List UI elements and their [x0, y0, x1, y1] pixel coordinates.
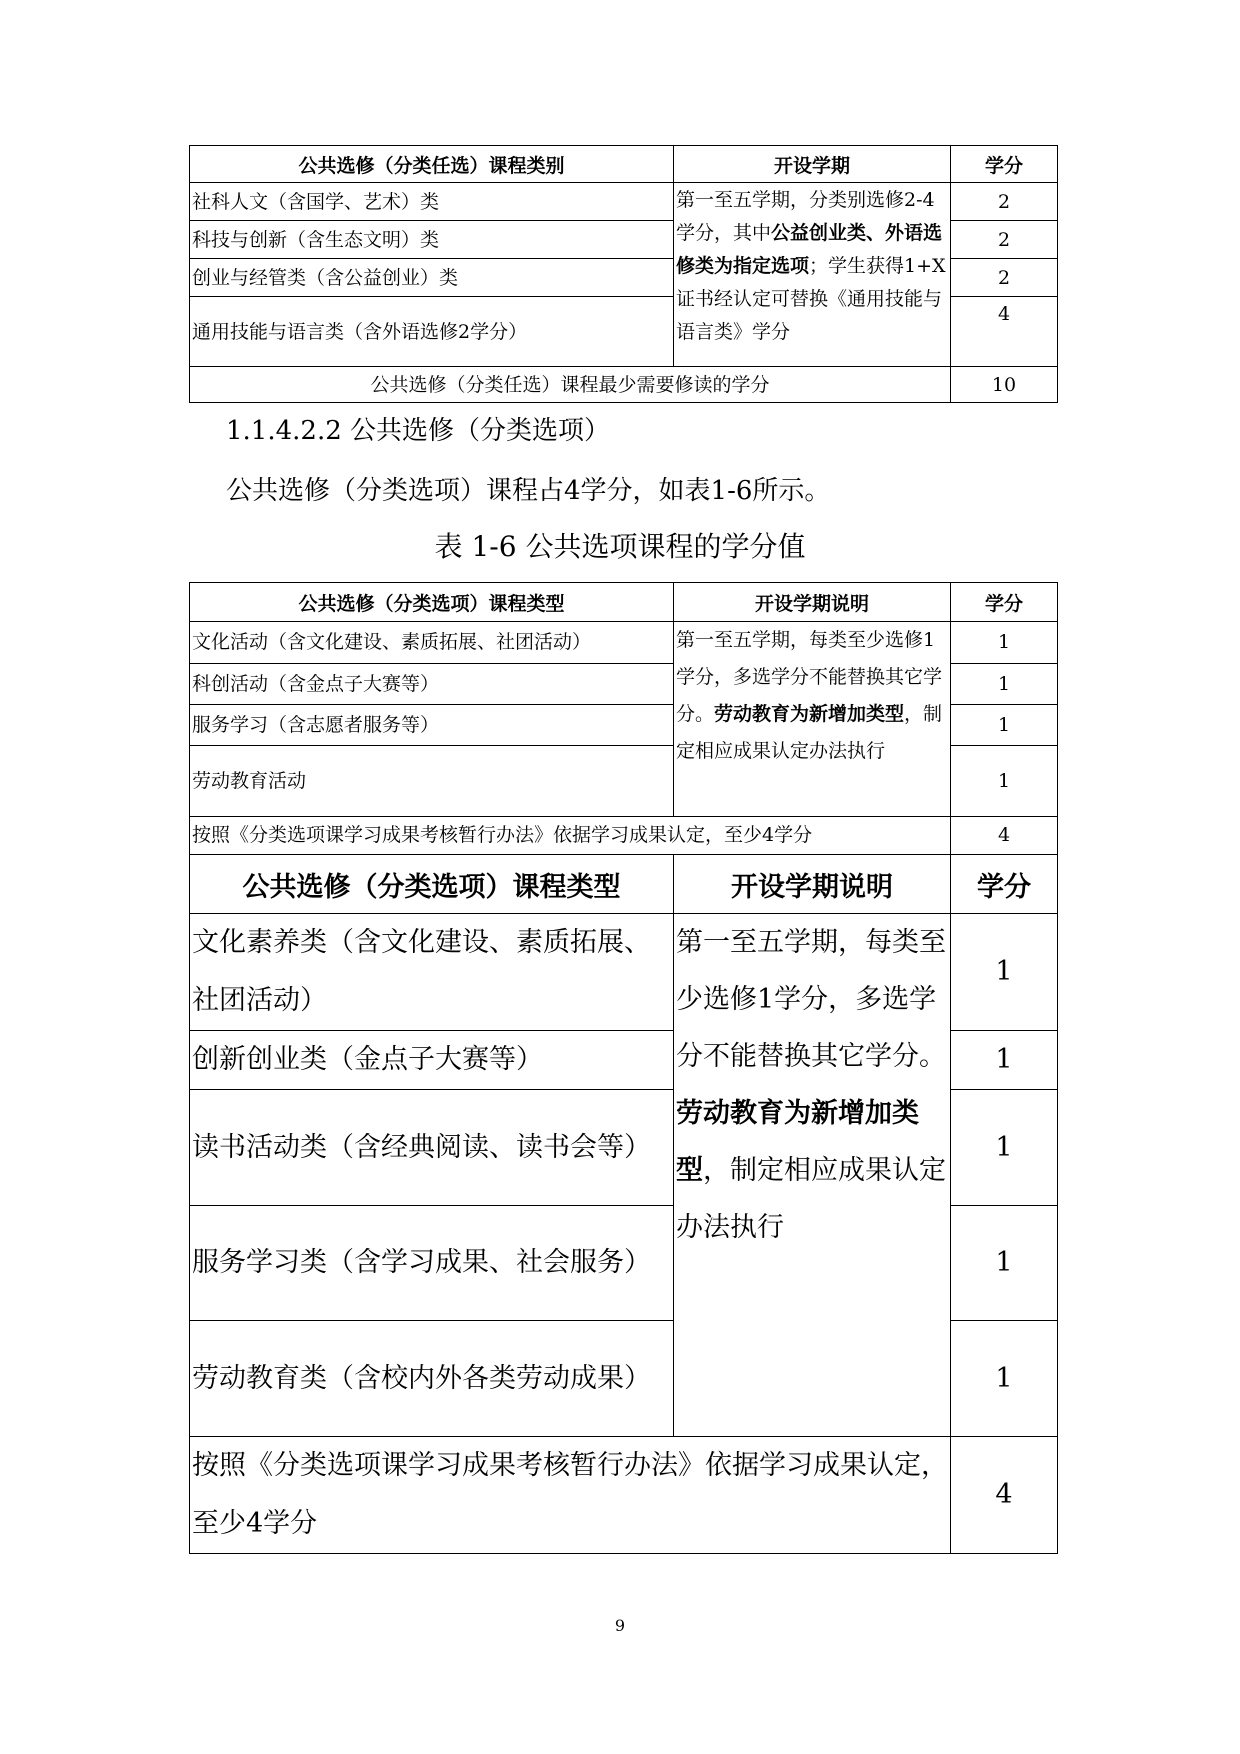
semester-note-cell — [674, 914, 951, 1437]
header-semester: 开设学期说明 — [674, 583, 951, 622]
note-bold-text: 劳动教育为新增加类型 — [714, 703, 905, 725]
row-credit: 1 — [951, 1031, 1058, 1090]
note-text: ；学生获得1+X证书经认定可替换《通用技能与语言类》学分 — [676, 255, 946, 343]
row-credit: 1 — [951, 746, 1058, 817]
elective-options-table-large — [189, 854, 1058, 1554]
row-type: 科创活动（含金点子大赛等） — [190, 664, 674, 705]
row-credit: 2 — [951, 259, 1058, 297]
section-paragraph: 公共选修（分类选项）课程占4学分，如表1-6所示。 — [226, 476, 831, 506]
row-credit: 2 — [951, 221, 1058, 259]
note-bold-text: 劳动教育为新增加类型 — [676, 1098, 919, 1186]
header-credit: 学分 — [951, 146, 1058, 183]
header-credit: 学分 — [951, 855, 1058, 914]
total-label: 公共选修（分类任选）课程最少需要修读的学分 — [190, 367, 951, 403]
row-type: 劳动教育活动 — [190, 746, 674, 817]
row-category: 通用技能与语言类（含外语选修2学分） — [190, 297, 674, 367]
row-category: 社科人文（含国学、艺术）类 — [190, 183, 674, 221]
header-category: 公共选修（分类任选）课程类别 — [190, 146, 674, 183]
table-footer-row — [190, 817, 1058, 855]
elective-options-table — [189, 582, 1058, 855]
row-type: 文化素养类（含文化建设、素质拓展、社团活动） — [190, 914, 674, 1031]
table-header-row — [190, 583, 1058, 622]
note-bold-text: 公益创业类、外语选修类为指定选项 — [676, 222, 943, 277]
row-type: 创新创业类（金点子大赛等） — [190, 1031, 674, 1090]
row-type: 服务学习类（含学习成果、社会服务） — [190, 1206, 674, 1321]
total-credit: 10 — [951, 367, 1058, 403]
header-type: 公共选修（分类选项）课程类型 — [190, 855, 674, 914]
semester-note-cell — [674, 622, 951, 817]
note-text: 第一至五学期，分类别选修2-4学分，其中 — [676, 189, 935, 244]
row-type: 服务学习（含志愿者服务等） — [190, 705, 674, 746]
row-type: 读书活动类（含经典阅读、读书会等） — [190, 1090, 674, 1206]
table-caption: 表 1-6 公共选项课程的学分值 — [434, 530, 806, 563]
row-credit: 1 — [951, 622, 1058, 664]
header-semester: 开设学期 — [674, 146, 951, 183]
table-footer-row — [190, 1437, 1058, 1554]
note-text: ，制定相应成果认定办法执行 — [676, 1155, 946, 1243]
table-row — [190, 183, 1058, 221]
row-credit: 1 — [951, 1090, 1058, 1206]
table-row — [190, 622, 1058, 664]
note-text: 第一至五学期，每类至少选修1学分，多选学分不能替换其它学分。 — [676, 927, 946, 1072]
row-category: 创业与经管类（含公益创业）类 — [190, 259, 674, 297]
table-row — [190, 914, 1058, 1031]
row-credit: 1 — [951, 1321, 1058, 1437]
note-text: ，制定相应成果认定办法执行 — [676, 703, 943, 762]
footer-label: 按照《分类选项课学习成果考核暂行办法》依据学习成果认定，至少4学分 — [190, 1437, 951, 1554]
footer-label: 按照《分类选项课学习成果考核暂行办法》依据学习成果认定，至少4学分 — [190, 817, 951, 855]
table-header-row — [190, 146, 1058, 183]
row-credit: 2 — [951, 183, 1058, 221]
row-credit: 4 — [951, 297, 1058, 367]
semester-note-cell — [674, 183, 951, 367]
header-semester: 开设学期说明 — [674, 855, 951, 914]
section-heading: 1.1.4.2.2 公共选修（分类选项） — [226, 416, 611, 446]
header-credit: 学分 — [951, 583, 1058, 622]
row-category: 科技与创新（含生态文明）类 — [190, 221, 674, 259]
row-credit: 1 — [951, 1206, 1058, 1321]
footer-credit: 4 — [951, 817, 1058, 855]
footer-credit: 4 — [951, 1437, 1058, 1554]
header-type: 公共选修（分类选项）课程类型 — [190, 583, 674, 622]
row-credit: 1 — [951, 664, 1058, 705]
table-total-row — [190, 367, 1058, 403]
row-type: 文化活动（含文化建设、素质拓展、社团活动） — [190, 622, 674, 664]
row-credit: 1 — [951, 914, 1058, 1031]
row-credit: 1 — [951, 705, 1058, 746]
table-header-row — [190, 855, 1058, 914]
page-number: 9 — [614, 1616, 626, 1635]
note-text: 第一至五学期，每类至少选修1学分，多选学分不能替换其它学分。 — [676, 629, 943, 725]
elective-categories-table — [189, 145, 1058, 403]
row-type: 劳动教育类（含校内外各类劳动成果） — [190, 1321, 674, 1437]
